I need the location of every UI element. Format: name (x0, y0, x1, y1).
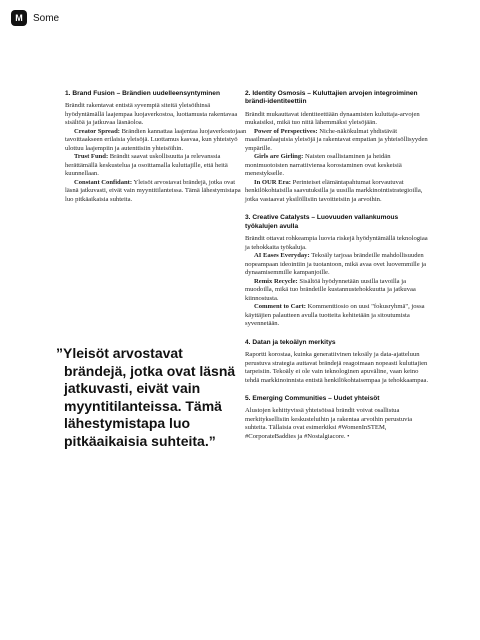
quote-close-mark: ” (208, 432, 216, 449)
section-paragraph (245, 128, 429, 154)
section-paragraph (65, 153, 249, 179)
article-section (245, 214, 429, 328)
section-heading: 2. Identity Osmosis – Kuluttajien arvojen integroiminen brändi-identiteettiin (245, 90, 418, 106)
left-column (65, 90, 249, 214)
article-section (245, 90, 429, 204)
section-heading: 1. Brand Fusion – Brändien uudelleensyntyminen (65, 90, 220, 97)
paragraph-text: Sisältöä hyödynnetään uusilla tavoilla ja muodoilla, mikä tuo brändeille kustannustehokkuutta ja jatkuvaa kiinnostusta. (245, 277, 416, 302)
quote-open-mark: ” (56, 345, 63, 361)
section-intro: Brändit ottavat rohkeampia luovia riskejä hyödyntämällä teknologiaa ja tehokkaita työkaluja. (245, 235, 428, 251)
paragraph-text: Brändit saavat uskollisuutta ja relevanssia herättämällä keskustelua ja osoittamalla kuluttajille, että heitä kuunnellaan. (65, 153, 228, 178)
paragraph-lead: Remix Recycle: (254, 277, 298, 285)
paragraph-text: Perinteiset elämäntapahtumat korvautuvat henkilökohtaisilla saavutuksilla ja uusilla markkinointistrategioilla, jotka vastaavat yksilöllisiin tavoitteisiin ja arvoihin. (245, 178, 423, 203)
section-heading: 5. Emerging Communities – Uudet yhteisöt (245, 395, 380, 403)
paragraph-lead: AI Eases Everyday: (254, 252, 310, 260)
section-paragraph (65, 179, 249, 205)
paragraph-text: Yleisöt arvostavat brändejä, jotka ovat läsnä jatkuvasti, eivät vain myyntitilanteissa. Tämä lähestymistapa luo pitkäaikaisia suhteita. (65, 178, 241, 203)
section-intro: Raportti korostaa, kuinka generatiivinen tekoäly ja data-ajatteluun perustuva strategia auttavat brändejä reagoimaan nopeasti kuluttajien tarpeisiin. Tekoäly ei ole vain teknologinen apuväline, vaan keino tehdä markkinoinnista entistä henkilökohtaisempaa ja tehokkaampaa. (245, 351, 429, 384)
paragraph-text: Kommenttiosio on uusi "fokusryhmä", jossa käyttäjien palautteen avulla tuotteita kehitetään ja sitoutumista syvennetään. (245, 303, 425, 328)
paragraph-text: Tekoäly tarjoaa brändeille mahdollisuuden nopeampaan ideointiin ja tuotantoon, mikä avaa ovet luovemmille ja dynaamisemmille kampanjoille. (245, 252, 427, 277)
paragraph-lead: Constant Confidant: (74, 178, 133, 186)
section-paragraph (245, 252, 429, 278)
pull-quote (56, 345, 244, 450)
section-paragraph (245, 278, 429, 304)
paragraph-lead: Power of Perspectives: (254, 127, 318, 135)
paragraph-lead: Comment to Cart: (254, 303, 306, 311)
quote-text: Yleisöt arvostavat brändejä, jotka ovat läsnä jatkuvasti, eivät vain myyntitilanteissa. Tämä lähestymistapa luo pitkäaikaisia suhteita. (63, 345, 236, 449)
paragraph-lead: Girls are Girling: (254, 153, 304, 161)
paragraph-text: Brändien kannattaa laajentaa luojaverkostojaan tavoittaakseen erilaisia yleisöjä. Luottamus kasvaa, kun yhteistyö ulottuu laajempiin ja autenttisiin yhteisöihin. (65, 127, 247, 152)
right-column (245, 90, 429, 451)
section-heading: 4. Datan ja tekoälyn merkitys (245, 338, 336, 346)
section-paragraph (245, 179, 429, 205)
paragraph-lead: In OUR Era: (254, 178, 291, 186)
article-section (65, 90, 249, 204)
paragraph-text: Niche-näkökulmat yhdistävät maailmanlaajuisia yleisöjä ja rakentavat empatian ja yhteisöllisyyden ympärille. (245, 127, 428, 152)
section-intro: Brändit mukauttavat identiteettiään dynaamisten kuluttaja-arvojen mukaisiksi, mikä tuo niitä lähemmäksi yleisöjään. (245, 110, 420, 127)
section-label: Some (33, 12, 60, 24)
page-header (11, 10, 59, 26)
section-intro: Alustojen kehittyvissä yhteisöissä brändit voivat osallistua merkityksellisiin keskusteluihin ja rakentaa arvoihin perustuvia suhteita. Tällaisia ovat esimerkiksi #WomenInSTEM, #CorporateBaddies ja #Nostalgiacore. • (245, 407, 413, 440)
section-paragraph (245, 153, 429, 179)
paragraph-text: Naisten osallistaminen ja heidän monimuotoisten narratiiviensa korostaminen ovat keskeisiä menestykselle. (245, 153, 402, 178)
section-intro: Brändit rakentavat entistä syvempiä siteitä yleisöihinsä hyödyntämällä laajempaa luojaverkostoa, luottamusta rakentavaa sisältöä ja jatkuvaa läsnäoloa. (65, 102, 238, 127)
paragraph-lead: Creator Spread: (74, 127, 120, 135)
paragraph-lead: Trust Fund: (74, 153, 109, 161)
section-heading: 3. Creative Catalysts – Luovuuden vallankumous työkalujen avulla (245, 214, 399, 230)
section-paragraph (65, 128, 249, 154)
magazine-logo: M (11, 10, 27, 26)
article-section (245, 395, 429, 441)
section-paragraph (245, 303, 429, 329)
article-section (245, 339, 429, 385)
